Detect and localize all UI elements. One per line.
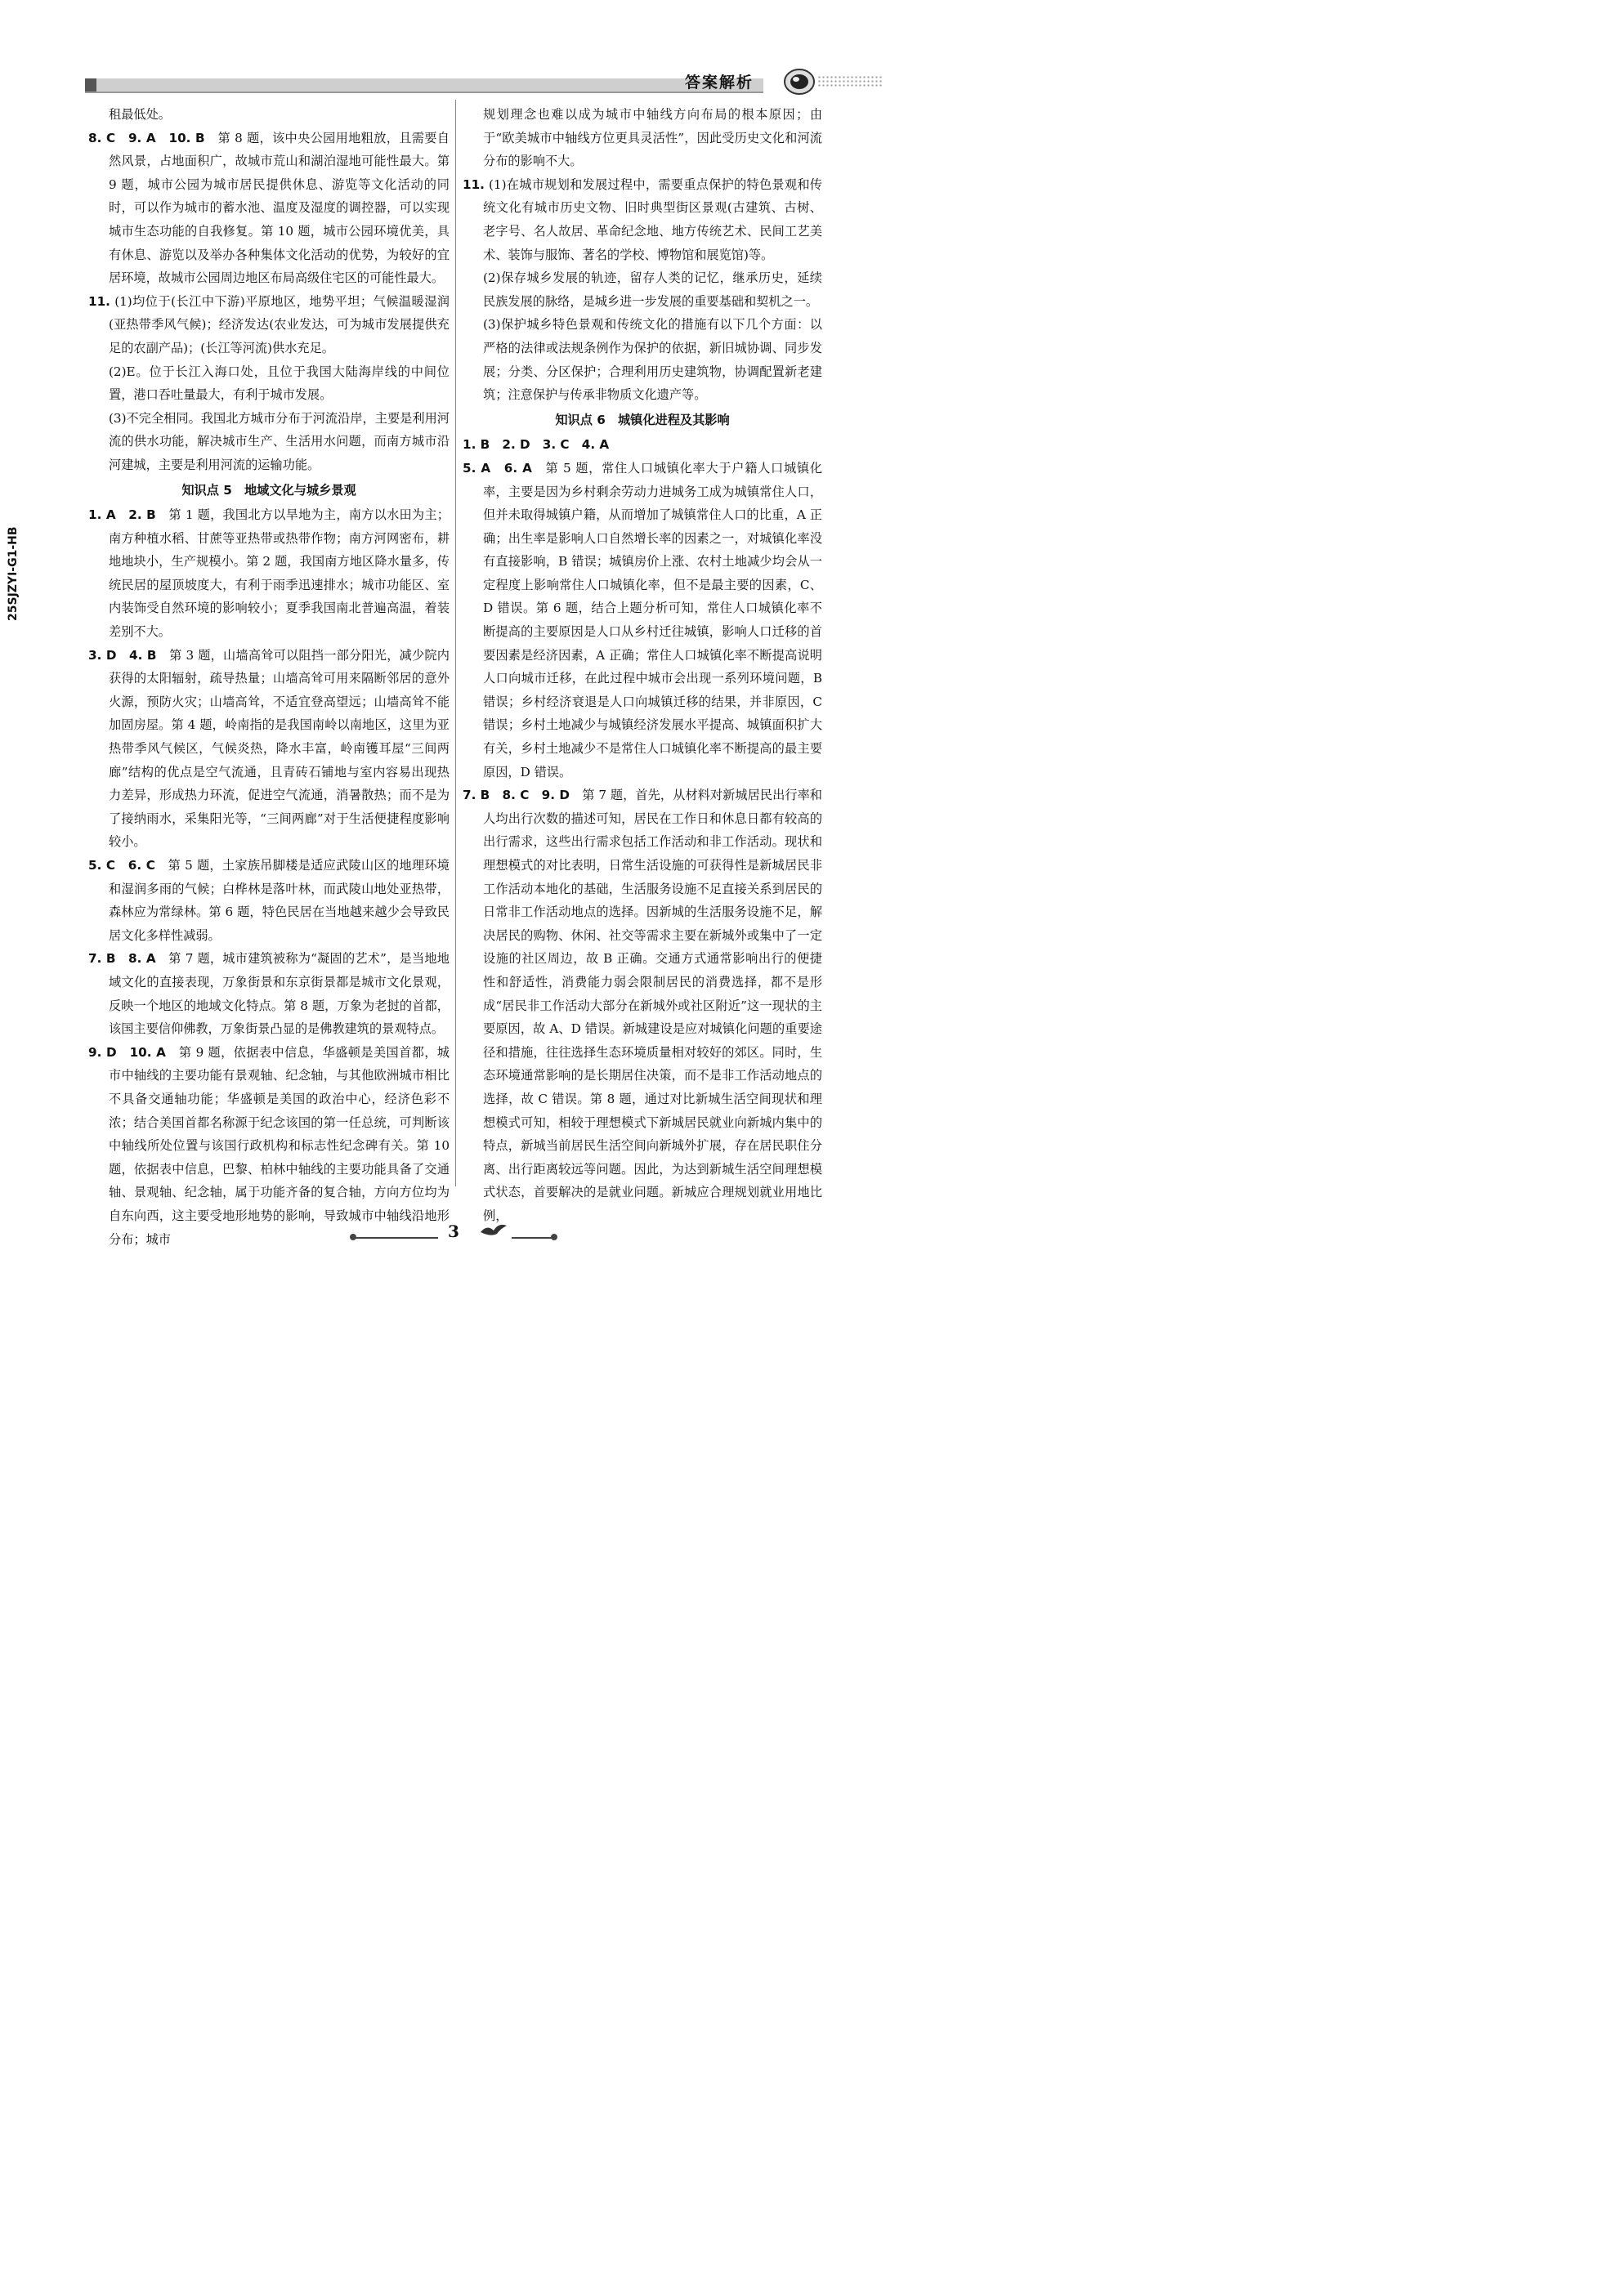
bird-icon <box>479 1221 512 1240</box>
answer-item <box>463 457 822 784</box>
answer-explanation: 第 8 题，该中央公园用地粗放，且需要自然风景，占地面积广，故城市荒山和湖泊湿地可能性最大。第 9 题，城市公园为城市居民提供休息、游览等文化活动的同时，可以作为城市的蓄水池、温度及湿度的调控器，可以实现城市生态功能的自我修复。第 10 题，城市公园环境优美，具有休息、游览以及举办各种集体文化活动的优势，为较好的宜居环境，故城市公园周边地区布局高级住宅区的可能性最大。 <box>109 130 450 286</box>
section-title: 知识点 5 地域文化与城乡景观 <box>181 482 356 498</box>
answer-key: 9. D 10. A <box>88 1044 166 1060</box>
answer-explanation: 第 5 题，土家族吊脚楼是适应武陵山区的地理环境和湿润多雨的气候；白桦林是落叶林，而武陵山地处亚热带，森林应为常绿林。第 6 题，特色民居在当地越来越少会导致民居文化多样性减弱。 <box>109 858 450 943</box>
answer-key: 7. B 8. A <box>88 951 156 967</box>
column-divider <box>455 100 456 1186</box>
answer-key: 5. A 6. A <box>463 460 532 476</box>
answer-key: 7. B 8. C 9. D <box>463 788 570 803</box>
answer-subpart: (3)不完全相同。我国北方城市分布于河流沿岸，主要是利用河流的供水功能，解决城市生产、生活用水问题，而南方城市沿河建城，主要是利用河流的运输功能。 <box>109 410 450 472</box>
answer-key: 1. A 2. B <box>88 507 156 523</box>
answer-key: 3. D 4. B <box>88 647 157 663</box>
answer-explanation: 第 1 题，我国北方以旱地为主，南方以水田为主；南方种植水稻、甘蔗等亚热带或热带作物；南方河网密布，耕地地块小，生产规模小。第 2 题，我国南方地区降水量多，传统民居的屋顶坡度大，有利于雨季迅速排水；城市功能区、室内装饰受自然环境的影响较小；夏季我国南北普遍高温，着装差别不大。 <box>109 507 450 640</box>
footer-dot-left <box>350 1234 356 1240</box>
right-column <box>463 103 822 1228</box>
header-left-block <box>85 78 96 92</box>
answer-explanation: 第 3 题，山墙高耸可以阻挡一部分阳光，减少院内获得的太阳辐射，疏导热量；山墙高耸可用来隔断邻居的意外火源，预防火灾；山墙高耸，不适宜登高望远；山墙高耸不能加固房屋。第 4 题，岭南指的是我国南岭以南地区，这里为亚热带季风气候区，气候炎热，降水丰富，岭南镬耳屋“三间两廊”结构的优点是空气流通，且青砖石铺地与室内容易出现热力差异，形成热力环流，促进空气流通，消暑散热；而不是为了接纳雨水，采集阳光等，“三间两廊”对于生活便捷程度影响较小。 <box>109 647 450 850</box>
answer-item <box>88 947 450 1040</box>
footer-dot-right <box>551 1234 557 1240</box>
answer-explanation: 第 9 题，依据表中信息，华盛顿是美国首都，城市中轴线的主要功能有景观轴、纪念轴，与其他欧洲城市相比不具备交通轴功能；华盛顿是美国的政治中心，经济色彩不浓；结合美国首都名称源于纪念该国的第一任总统，可判断该中轴线所处位置与该国行政机构和标志性纪念碑有关。第 10 题，依据表中信息，巴黎、柏林中轴线的主要功能具备了交通轴、景观轴、纪念轴，属于功能齐备的复合轴，方向方位均为自东向西，这主要受地形地势的影响，导致城市中轴线沿地形分布；城市 <box>109 1044 450 1247</box>
answer-key: 11. <box>463 176 485 192</box>
answer-item <box>88 290 450 360</box>
answer-key: 11. <box>88 293 110 309</box>
footer-line-left <box>353 1237 438 1239</box>
header-dots <box>817 75 883 87</box>
answer-explanation: (1)在城市规划和发展过程中，需要重点保护的特色景观和传统文化有城市历史文物、旧时典型街区景观(古建筑、古树、老字号、名人故居、革命纪念地、地方传统艺术、民间工艺美术、装饰与服饰、著名的学校、博物馆和展览馆)等。 <box>483 176 822 262</box>
continued-text: 租最低处。 <box>109 107 171 122</box>
answer-subpart: (2)E。位于长江入海口处，且位于我国大陆海岸线的中间位置，港口吞吐量最大，有利于城市发展。 <box>109 364 450 403</box>
answer-item <box>88 854 450 947</box>
answer-item <box>88 503 450 644</box>
answer-key: 8. C 9. A 10. B <box>88 130 205 145</box>
answer-item <box>88 1041 450 1251</box>
answer-explanation: 第 7 题，城市建筑被称为“凝固的艺术”，是当地地域文化的直接表现，万象街景和东京街景都是城市文化景观，反映一个地区的地域文化特点。第 8 题，万象为老挝的首都，该国主要信仰佛教，万象街景凸显的是佛教建筑的景观特点。 <box>109 951 450 1037</box>
answer-item <box>463 784 822 1227</box>
answer-subpart: (2)保存城乡发展的轨迹，留存人类的记忆，继承历史，延续民族发展的脉络，是城乡进一步发展的重要基础和契机之一。 <box>483 270 822 309</box>
answer-item <box>88 644 450 854</box>
answer-subpart: (3)保护城乡特色景观和传统文化的措施有以下几个方面：以严格的法律或法规条例作为保护的依据，新旧城协调、同步发展；分类、分区保护；合理利用历史建筑物，协调配置新老建筑；注意保护与传承非物质文化遗产等。 <box>483 317 822 403</box>
continued-text: 规划理念也难以成为城市中轴线方向布局的根本原因；由于“欧美城市中轴线方位更具灵活性”，因此受历史文化和河流分布的影响不大。 <box>483 107 822 169</box>
left-column <box>88 103 450 1251</box>
page-number: 3 <box>448 1222 459 1241</box>
answer-item <box>88 127 450 290</box>
header-title: 答案解析 <box>685 74 754 92</box>
answer-explanation: 第 5 题，常住人口城镇化率大于户籍人口城镇化率，主要是因为乡村剩余劳动力进城务工成为城镇常住人口，但并未取得城镇户籍，从而增加了城镇常住人口的比重，A 正确；出生率是影响人口自然增长率的因素之一，对城镇化率没有直接影响，B 错误；城镇房价上涨、农村土地减少均会从一定程度上影响常住人口城镇化率，但不是最主要的因素，C、D 错误。第 6 题，结合上题分析可知，常住人口城镇化率不断提高的主要原因是人口从乡村迁往城镇，影响人口迁移的首要因素是经济因素，A 正确；常住人口城镇化率不断提高说明人口向城市迁移，在此过程中城市会出现一系列环境问题，B 错误；乡村经济衰退是人口向城镇迁移的结果，并非原因，C 错误；乡村土地减少与城镇经济发展水平提高、城镇面积扩大有关，乡村土地减少不是常住人口城镇化率不断提高的最主要原因，D 错误。 <box>483 460 822 779</box>
header-bar <box>85 78 763 93</box>
answer-key: 1. B 2. D 3. C 4. A <box>463 437 610 453</box>
answer-item <box>463 433 822 457</box>
answer-explanation: 第 7 题，首先，从材料对新城居民出行率和人均出行次数的描述可知，居民在工作日和休息日都有较高的出行需求，这些出行需求包括工作活动和非工作活动。现状和理想模式的对比表明，日常生活设施的可获得性是新城居民非工作活动本地化的基础，生活服务设施不足直接关系到居民的日常非工作活动地点的选择。因新城的生活服务设施不足，解决居民的购物、休闲、社交等需求主要在新城外或集中了一定设施的社区周边，故 B 正确。交通方式通常影响出行的便捷性和舒适性，消费能力弱会限制居民的消费选择，都不是形成“居民非工作活动大部分在新城外或社区附近”这一现状的主要原因，故 A、D 错误。新城建设是应对城镇化问题的重要途径和措施，往往选择生态环境质量相对较好的郊区。同时，生态环境通常影响的是长期居住决策，而不是非工作活动地点的选择，故 C 错误。第 8 题，通过对比新城生活空间现状和理想模式可知，相较于理想模式下新城居民就业向新城内集中的特点，新城当前居民生活空间向新城外扩展，存在居民职住分离、出行距离较远等问题。因此，为达到新城生活空间理想模式状态，首要解决的是就业问题。新城应合理规划就业用地比例， <box>483 788 822 1223</box>
answer-item <box>463 173 822 266</box>
answer-key: 5. C 6. C <box>88 858 155 873</box>
footer-line-right <box>512 1237 553 1239</box>
side-code: 25SJZYI-G1-HB <box>7 526 20 621</box>
logo-icon <box>783 67 816 96</box>
answer-explanation: (1)均位于(长江中下游)平原地区，地势平坦；气候温暖湿润(亚热带季风气候)；经济发达(农业发达，可为城市发展提供充足的农副产品)；(长江等河流)供水充足。 <box>109 293 450 355</box>
section-title: 知识点 6 城镇化进程及其影响 <box>555 412 730 427</box>
